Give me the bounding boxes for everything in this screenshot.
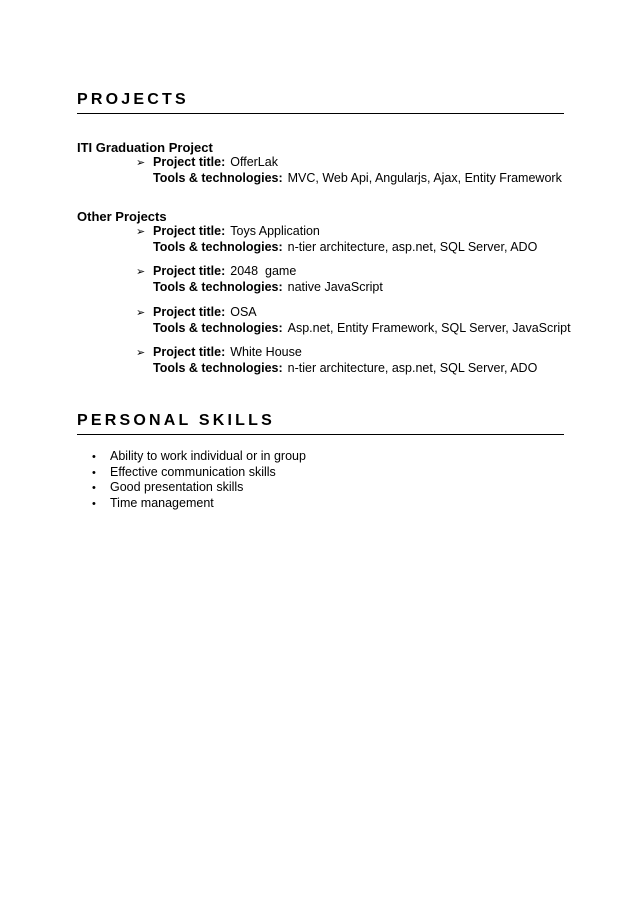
project-tools-value: MVC, Web Api, Angularjs, Ajax, Entity Framework: [287, 171, 562, 185]
project-tools-label: Tools & technologies:: [153, 321, 283, 335]
project-entry-toys: [136, 224, 537, 255]
skill-text: Effective communication skills: [110, 464, 276, 479]
project-entry-osa: [136, 305, 571, 336]
skills-list: [92, 449, 306, 511]
project-title-value: OSA: [230, 305, 257, 319]
arrow-bullet-icon: ➢: [136, 266, 146, 278]
project-tools-label: Tools & technologies:: [153, 171, 283, 185]
project-title-label: Project title:: [153, 224, 226, 238]
project-entry-white-house: [136, 345, 537, 376]
list-item: [92, 465, 306, 481]
personal-skills-heading: PERSONAL SKILLS: [77, 412, 564, 435]
arrow-bullet-icon: ➢: [136, 157, 146, 169]
skill-text: Time management: [110, 495, 214, 510]
project-tools-label: Tools & technologies:: [153, 280, 283, 294]
project-title-label: Project title:: [153, 155, 226, 169]
round-bullet-icon: •: [92, 451, 96, 463]
round-bullet-icon: •: [92, 466, 96, 479]
project-title-label: Project title:: [153, 305, 226, 319]
graduation-project-title: ITI Graduation Project: [77, 140, 213, 155]
project-title-value: White House: [230, 345, 302, 359]
other-projects-title: Other Projects: [77, 209, 167, 224]
project-tools-label: Tools & technologies:: [153, 361, 283, 375]
list-item: [92, 496, 306, 512]
arrow-bullet-icon: ➢: [136, 347, 146, 359]
list-item: [92, 480, 306, 496]
project-title-value: Toys Application: [230, 224, 320, 238]
project-tools-value: n-tier architecture, asp.net, SQL Server, ADO: [287, 240, 538, 254]
project-tools-value: Asp.net, Entity Framework, SQL Server, JavaScript: [287, 321, 571, 335]
project-tools-label: Tools & technologies:: [153, 240, 283, 254]
skill-text: Ability to work individual or in group: [110, 449, 306, 463]
arrow-bullet-icon: ➢: [136, 226, 146, 238]
project-title-value: OfferLak: [230, 155, 278, 169]
projects-heading: PROJECTS: [77, 91, 564, 114]
project-tools-value: native JavaScript: [287, 280, 383, 294]
round-bullet-icon: •: [92, 482, 96, 494]
project-title-label: Project title:: [153, 345, 226, 359]
project-title-label: Project title:: [153, 264, 226, 278]
project-entry-offerlak: [136, 155, 562, 186]
list-item: [92, 449, 306, 465]
arrow-bullet-icon: ➢: [136, 307, 146, 319]
project-entry-2048: [136, 264, 383, 295]
skill-text: Good presentation skills: [110, 480, 244, 494]
project-tools-value: n-tier architecture, asp.net, SQL Server, ADO: [287, 361, 538, 375]
round-bullet-icon: •: [92, 497, 96, 510]
project-title-value: 2048 game: [230, 264, 297, 278]
